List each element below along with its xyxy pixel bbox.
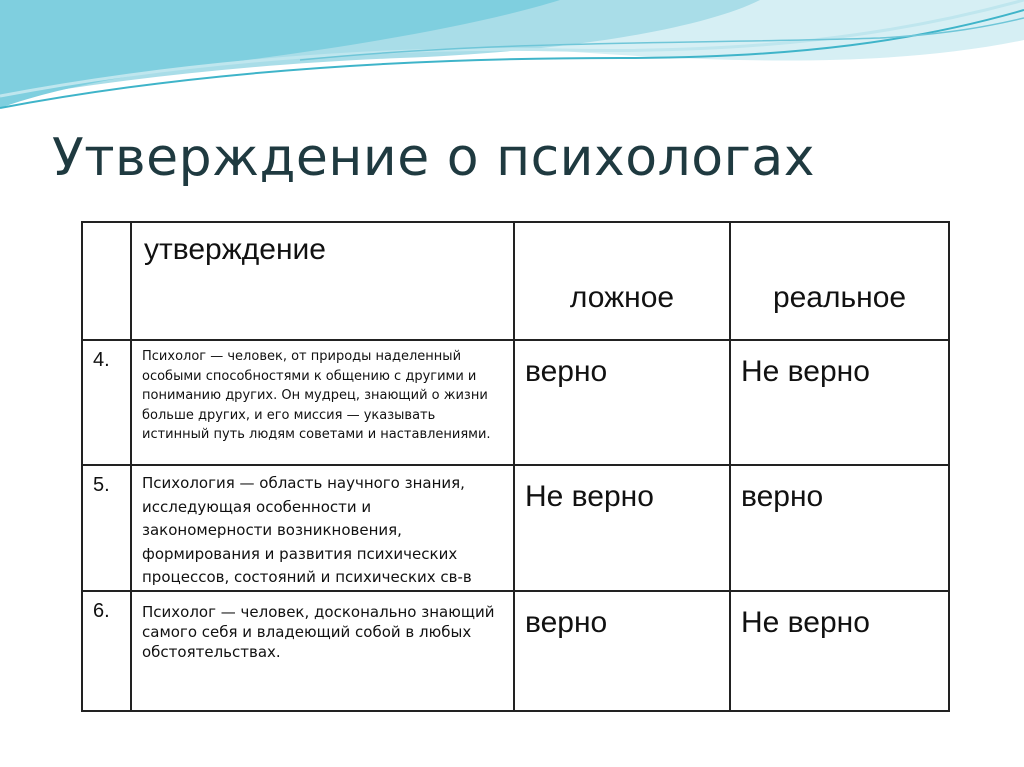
wave-decoration <box>0 0 1024 120</box>
header-false: ложное <box>514 222 730 340</box>
table-header-row <box>82 222 949 340</box>
statements-table <box>81 221 950 712</box>
row-real-verdict: верно <box>730 465 949 591</box>
table-row <box>82 465 949 591</box>
row-number: 6. <box>82 591 131 711</box>
row-statement: Психолог — человек, досконально знающий самого себя и владеющий собой в любых обстоятельствах. <box>131 591 514 711</box>
table-row <box>82 591 949 711</box>
row-false-verdict: Не верно <box>514 465 730 591</box>
wave-front <box>0 0 560 108</box>
header-number-cell <box>82 222 131 340</box>
row-real-verdict: Не верно <box>730 591 949 711</box>
table-row <box>82 340 949 465</box>
row-number: 5. <box>82 465 131 591</box>
row-statement: Психология — область научного знания, исследующая особенности и закономерности возникновения, формирования и развития психических процессов, состояний и психических св-в <box>131 465 514 591</box>
row-number: 4. <box>82 340 131 465</box>
header-statement: утверждение <box>131 222 514 340</box>
row-false-verdict: верно <box>514 591 730 711</box>
row-real-verdict: Не верно <box>730 340 949 465</box>
row-false-verdict: верно <box>514 340 730 465</box>
row-statement: Психолог — человек, от природы наделенный особыми способностями к общению с другими и пониманию других. Он мудрец, знающий о жизни больше других, и его миссия — указывать истинный путь людям советами и наставлениями. <box>131 340 514 465</box>
header-real: реальное <box>730 222 949 340</box>
slide-title: Утверждение о психологах <box>52 128 816 188</box>
